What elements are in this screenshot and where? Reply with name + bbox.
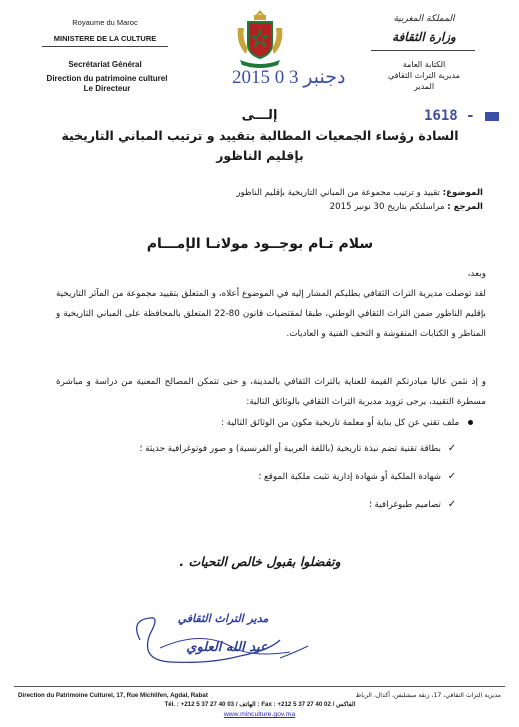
header-divider-right <box>371 50 475 51</box>
bullet-text: ملف تقني عن كل بناية أو معلمة تاريخية مكون من الوثائق التالية : <box>221 418 460 428</box>
addressee-line-2: بإقليم الناظور <box>216 148 304 163</box>
reference-label: المرجع : <box>447 202 483 212</box>
addressee-line-1: السادة رؤساء الجمعيات المطالبة بتقييد و ترتيب المباني التاريخية <box>61 128 459 143</box>
subject-text: تقييد و ترتيب مجموعة من المباني التاريخية بإقليم الناظور <box>236 188 440 198</box>
closing-line: وتفضلوا بقبول خالص التحيات . <box>179 554 341 569</box>
footer-address-ar: مديرية التراث الثقافي، 17، زنقة ميشليفن، أكدال، الرباط <box>355 692 501 699</box>
footer-phones: Tél. : +212 5 37 27 40 03 / الهاتف : Fax : +212 5 37 27 40 02 / الفاكس <box>164 701 356 708</box>
list-item <box>123 468 463 486</box>
director-label: Le Directeur <box>83 84 131 94</box>
subject-line <box>103 188 483 198</box>
salutation: سلام تـام بوجــود مولانـا الإمـــام <box>146 236 374 252</box>
royal-crest-icon <box>232 8 288 70</box>
paragraph-1: لقد توصلت مديرية التراث الثقافي بطلبكم المشار إليه في الموضوع أعلاه، و المتعلق بتقييد مجموعة من المآثر التاريخية بإقليم الناظور ضمن التراث الثقافي الوطني، طبقا لمقتضيات قانون 80-22 المتعلق بالمحافظة على المباني التاريخية و المناظر و الكتابات المنقوشة و التحف الفنية و العاديات. <box>56 289 486 339</box>
reference-text: مراسلتكم بتاريخ 30 نونبر 2015 <box>329 202 445 212</box>
direction-label-ar: مديرية التراث الثقافي <box>387 70 461 80</box>
bullet-icon <box>468 420 473 425</box>
checklist <box>123 440 463 524</box>
subject-label: الموضوع: <box>442 188 483 198</box>
list-item-text: شهادة الملكية أو شهادة إدارية تثبت ملكية الموقع ؛ <box>258 472 441 482</box>
ministry-label-ar: وزارة الثقافة <box>392 30 456 44</box>
checkmark-icon: ✓ <box>447 471 457 482</box>
list-item-text: بطاقة تقنية تضم نبذة تاريخية (باللغة العربية أو الفرنسية) و صور فوتوغرافية حديثة ؛ <box>139 444 441 454</box>
kingdom-label-ar: المملكة المغربية <box>393 14 455 24</box>
signatory-title: مدير التراث الثقافي <box>177 612 269 625</box>
list-item-text: تصاميم طبوغرافية ؛ <box>368 500 441 510</box>
reference-line <box>103 202 483 212</box>
list-item <box>123 440 463 458</box>
header-divider-left <box>42 46 168 47</box>
reference-number: 1618 - <box>424 108 475 124</box>
footer-address-fr: Direction du Patrimoine Culturel, 17, Rue Michlifen, Agdal, Rabat <box>18 692 208 699</box>
greeting: وبعد، <box>467 269 486 279</box>
direction-label: Direction du patrimoine culturel <box>46 74 168 83</box>
signatory-name: عبد الله العلوي <box>186 640 268 655</box>
secretariat-label: Secrétariat Général <box>68 60 142 69</box>
bullet-item <box>73 418 473 428</box>
checkmark-icon: ✓ <box>447 443 457 454</box>
list-item <box>123 496 463 514</box>
checkmark-icon: ✓ <box>447 499 457 510</box>
footer-website-link[interactable]: www.minculture.gov.ma <box>223 711 296 718</box>
date-stamp: 2015 دجنبر 3 0 <box>232 67 346 88</box>
direction-block-fr <box>22 74 192 95</box>
kingdom-label: Royaume du Maroc <box>72 18 138 27</box>
director-label-ar: المدير <box>413 81 435 91</box>
paragraph-2: و إذ نثمن عاليا مبادرتكم القيمة للعناية بالتراث الثقافي بالمدينة، و حتى تتمكن المصالح المعنية من دراسة و مباشرة مسطرة التقييد، يرجى تزويد مديرية التراث الثقافي بالوثائق التالية: <box>56 377 486 407</box>
addressee-to: إلـــى <box>241 108 278 123</box>
footer-divider <box>14 686 505 687</box>
direction-block-ar <box>359 60 489 92</box>
secretariat-label-ar: الكتابة العامة <box>402 60 446 69</box>
ministry-label: MINISTERE DE LA CULTURE <box>53 34 157 43</box>
